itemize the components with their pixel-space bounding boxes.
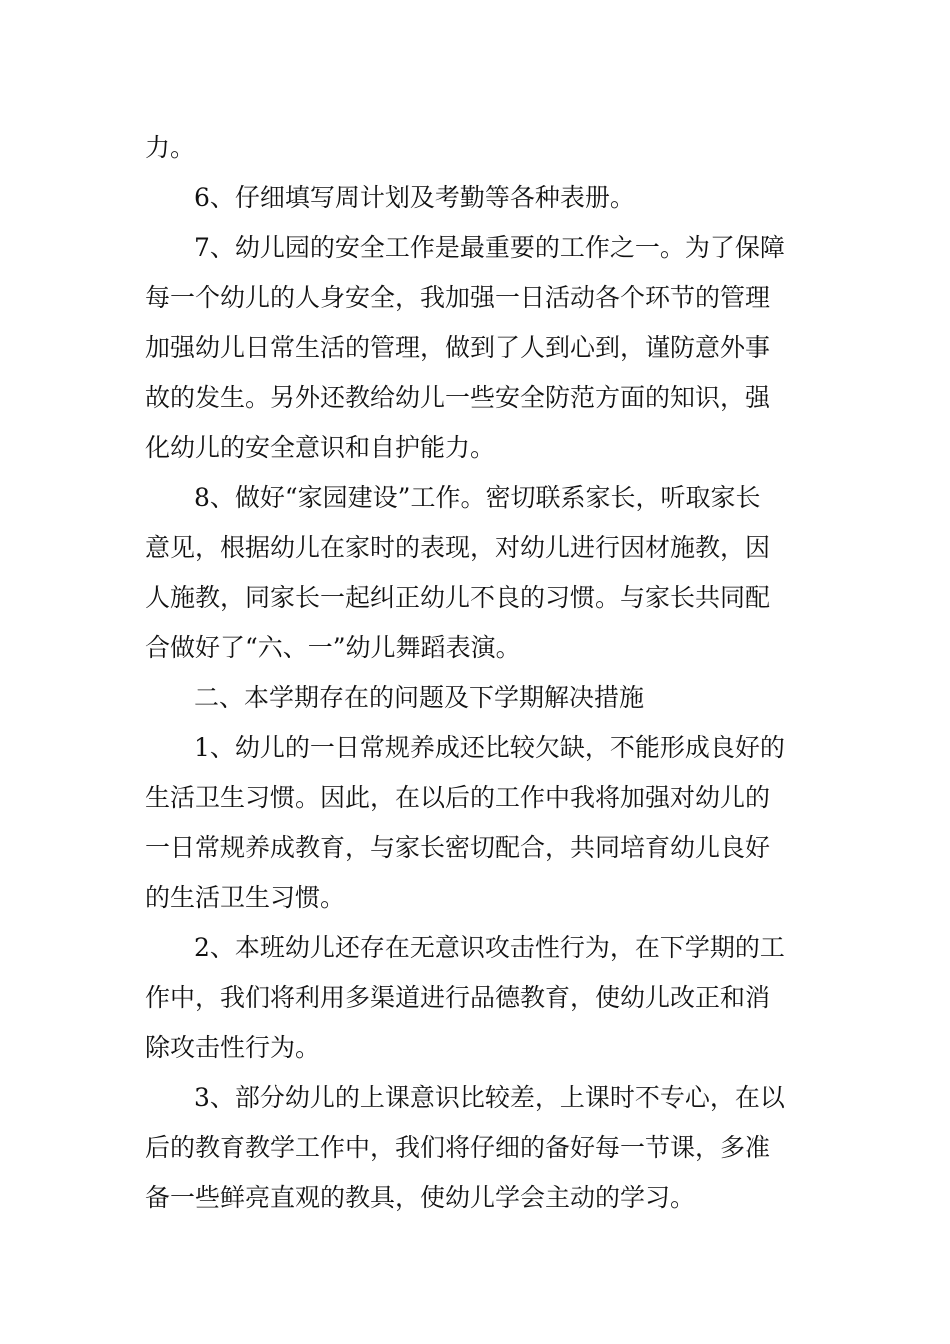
text-line: 每一个幼儿的人身安全，我加强一日活动各个环节的管理 <box>145 283 771 312</box>
text-line: 力。 <box>145 133 196 162</box>
text-line: 除攻击性行为。 <box>145 1033 321 1062</box>
text-line: 故的发生。另外还教给幼儿一些安全防范方面的知识，强 <box>145 383 771 412</box>
paragraph-first-line: 6、仔细填写周计划及考勤等各种表册。 <box>194 183 635 212</box>
text-line: 意见，根据幼儿在家时的表现，对幼儿进行因材施教，因 <box>145 533 771 562</box>
section-heading: 二、本学期存在的问题及下学期解决措施 <box>194 683 645 712</box>
text-line: 一日常规养成教育，与家长密切配合，共同培育幼儿良好 <box>145 833 771 862</box>
text-line: 作中，我们将利用多渠道进行品德教育，使幼儿改正和消 <box>145 983 771 1012</box>
text-line: 加强幼儿日常生活的管理，做到了人到心到，谨防意外事 <box>145 333 771 362</box>
text-line: 人施教，同家长一起纠正幼儿不良的习惯。与家长共同配 <box>145 583 771 612</box>
text-line: 的生活卫生习惯。 <box>145 883 346 912</box>
paragraph-first-line: 8、做好“家园建设”工作。密切联系家长，听取家长 <box>194 483 761 512</box>
text-line: 备一些鲜亮直观的教具，使幼儿学会主动的学习。 <box>145 1183 696 1212</box>
paragraph-first-line: 2、本班幼儿还存在无意识攻击性行为，在下学期的工 <box>194 933 785 962</box>
paragraph-first-line: 3、部分幼儿的上课意识比较差，上课时不专心，在以 <box>194 1083 785 1112</box>
paragraph-first-line: 7、幼儿园的安全工作是最重要的工作之一。为了保障 <box>194 233 785 262</box>
text-line: 化幼儿的安全意识和自护能力。 <box>145 433 496 462</box>
text-line: 生活卫生习惯。因此，在以后的工作中我将加强对幼儿的 <box>145 783 771 812</box>
text-line: 后的教育教学工作中，我们将仔细的备好每一节课，多准 <box>145 1133 771 1162</box>
paragraph-first-line: 1、幼儿的一日常规养成还比较欠缺，不能形成良好的 <box>194 733 785 762</box>
text-line: 合做好了“六、一”幼儿舞蹈表演。 <box>145 633 521 662</box>
